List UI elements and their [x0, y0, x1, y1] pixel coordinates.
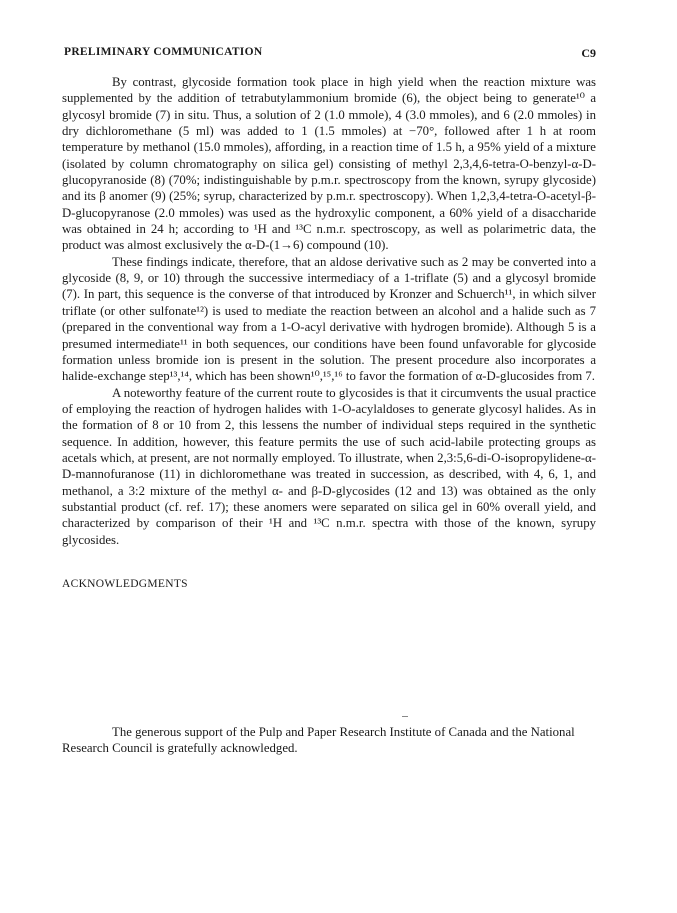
page-number: C9 [581, 46, 596, 60]
acknowledgments-text: The generous support of the Pulp and Paper Research Institute of Canada and the National Research Council is gratefully acknowledged. [62, 725, 575, 756]
running-head: PRELIMINARY COMMUNICATION [64, 46, 263, 58]
paragraph-noteworthy-feature: A noteworthy feature of the current route to glycosides is that it circumvents the usual practice of employing the reaction of hydrogen halides with 1-O-acylaldoses to generate glycosyl halides. As in the formation of 8 or 10 from 2, this lessens the number of individual steps required in the synthetic sequence. In addition, however, this feature permits the use of such acid-labile protecting groups as acetals which, at present, are not normally employed. To illustrate, when 2,3:5,6-di-O-isopropylidene-α-D-mannofuranose (11) in dichloromethane was treated in succession, as described, with 4, 6, 1, and methanol, a 3:2 mixture of the methyl α- and β-D-glycosides (12 and 13) was obtained as the only substantial product (cf. ref. 17); these anomers were separated on silica gel in 60% overall yield, and characterized by comparison of their ¹H and ¹³C n.m.r. spectra with those of the known, syrupy glycosides. [62, 385, 596, 547]
page-header [64, 46, 596, 62]
acknowledgments-heading: ACKNOWLEDGMENTS [62, 578, 188, 590]
paragraph-glycoside-formation: By contrast, glycoside formation took place in high yield when the reaction mixture was supplemented by the addition of tetrabutylammonium bromide (6), the object being to generate¹⁰ a glycosyl bromide (7) in situ. Thus, a solution of 2 (1.0 mmole), 4 (3.0 mmoles), and 6 (2.0 mmoles) in dry dichloromethane (5 ml) was added to 1 (1.5 mmoles) at −70°, followed after 1 h at room temperature by methanol (15.0 mmoles), affording, in a reaction time of 1.5 h, a 95% yield of a mixture (isolated by column chromatography on silica gel) consisting of methyl 2,3,4,6-tetra-O-benzyl-α-D-glucopyranoside (8) (70%; indistinguishable by p.m.r. spectroscopy from the known, syrupy glycoside) and its β anomer (9) (25%; syrup, characterized by p.m.r. spectroscopy). When 1,2,3,4-tetra-O-acetyl-β-D-glucopyranose (2.0 mmoles) was used as the hydroxylic component, a 60% yield of a disaccharide was obtained in 24 h; according to ¹H and ¹³C n.m.r. spectroscopy, as well as polarimetric data, the product was almost exclusively the α-D-(1→6) compound (10). [62, 75, 596, 253]
body-text [62, 74, 596, 548]
paragraph-findings: These findings indicate, therefore, that an aldose derivative such as 2 may be converted into a glycoside (8, 9, or 10) through the successive intermediacy of a 1-triflate (5) and a glycosyl bromide (7). In part, this sequence is the converse of that introduced by Kronzer and Schuerch¹¹, in which silver triflate (or other sulfonate¹²) is used to mediate the reaction between an alcohol and a halide such as 7 (prepared in the conventional way from a 1-O-acyl derivative with hydrogen bromide). Although 5 is a presumed intermediate¹¹ in both sequences, our conditions have been found unfavorable for glycoside formation unless bromide ion is present in the solution. The present procedure also incorporates a halide-exchange step¹³,¹⁴, which has been shown¹⁰,¹⁵,¹⁶ to favor the formation of α-D-glucosides from 7. [62, 254, 596, 384]
divider-mark [402, 716, 408, 717]
